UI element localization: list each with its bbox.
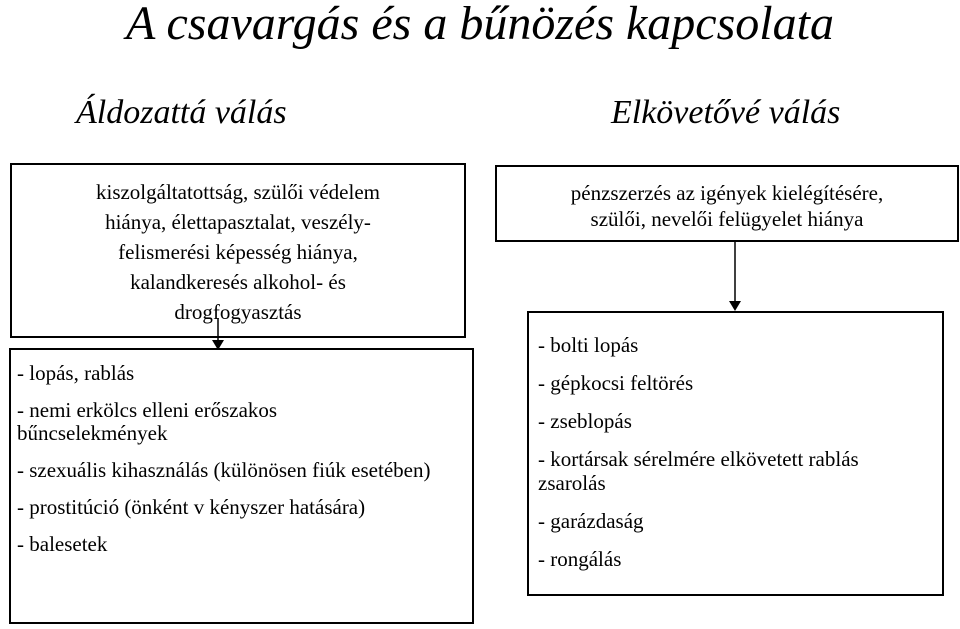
offender-cause-line: szülői, nevelői felügyelet hiánya (590, 207, 864, 231)
victim-heading: Áldozattá válás (76, 94, 287, 131)
victim-consequences-box (9, 348, 474, 624)
offender-consequence-item: - rongálás (538, 547, 622, 571)
offender-arrow (729, 242, 741, 311)
victim-cause-line: kalandkeresés alkohol- és (130, 270, 346, 294)
offender-consequence-item: - garázdaság (538, 509, 644, 533)
victim-consequence-item: - szexuális kihasználás (különösen fiúk esetében) (17, 458, 431, 482)
offender-consequence-item: - gépkocsi feltörés (538, 371, 694, 395)
victim-consequence-item: - prostitúció (önként v kényszer hatására) (17, 495, 366, 519)
page-title: A csavargás és a bűnözés kapcsolata (126, 0, 834, 50)
victim-consequence-item: - balesetek (17, 532, 108, 556)
offender-heading: Elkövetővé válás (611, 94, 841, 131)
victim-cause-line: drogfogyasztás (174, 300, 302, 324)
victim-cause-line: hiánya, élettapasztalat, veszély- (105, 210, 371, 234)
victim-cause-line: kiszolgáltatottság, szülői védelem (95, 180, 380, 204)
victim-cause-line: felismerési képesség hiánya, (118, 240, 358, 264)
offender-consequence-item: - kortársak sérelmére elkövetett rablás zsarolás (538, 447, 859, 495)
offender-consequences-box (527, 311, 944, 596)
offender-consequence-item: - zseblopás (538, 409, 632, 433)
offender-causes-box (495, 165, 959, 242)
victim-causes-box (10, 163, 466, 338)
victim-consequence-item: - nemi erkölcs elleni erőszakos bűncselekmények (17, 398, 278, 445)
offender-cause-line: pénzszerzés az igények kielégítésére, (570, 181, 884, 205)
offender-consequence-item: - bolti lopás (538, 333, 639, 357)
victim-consequence-item: - lopás, rablás (17, 361, 135, 385)
